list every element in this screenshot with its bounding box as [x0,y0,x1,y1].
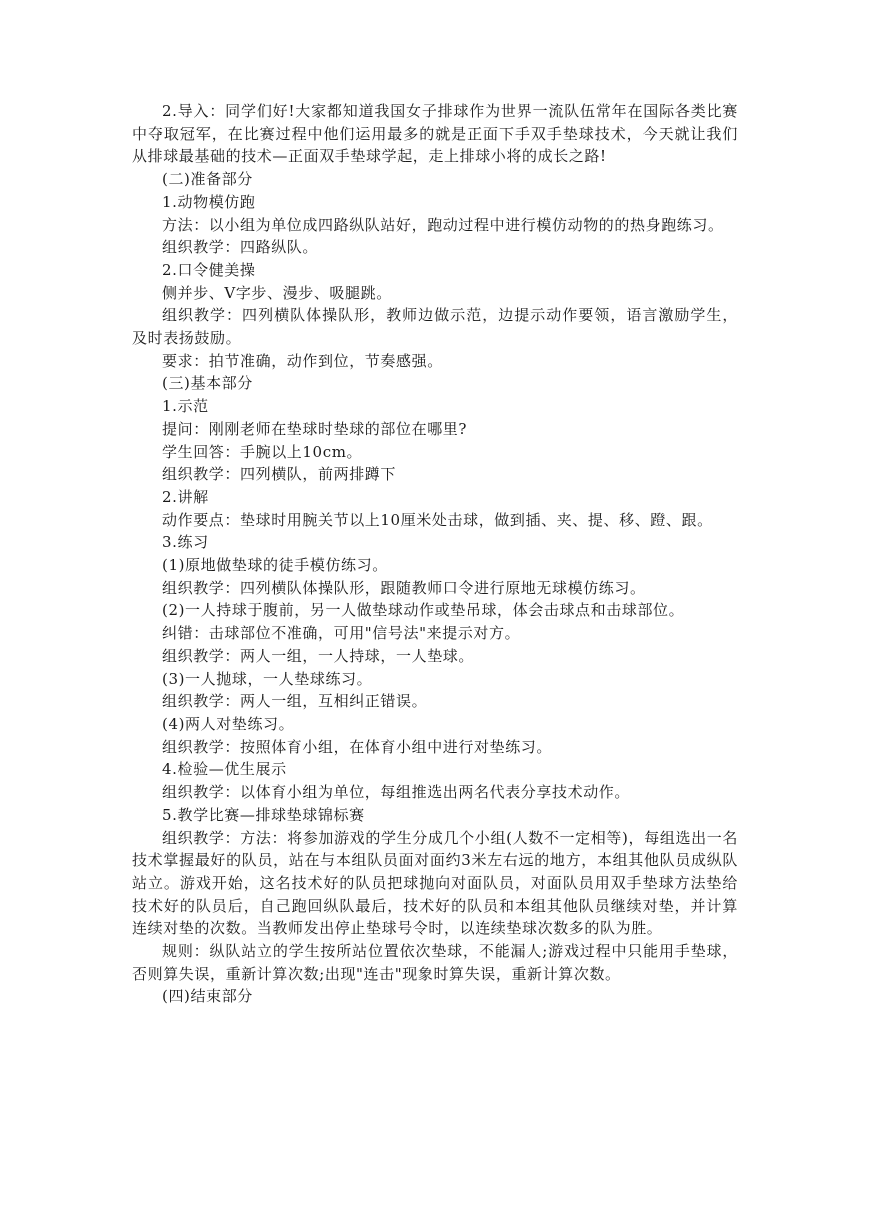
paragraph-organization: 组织教学：四列横队体操队形，跟随教师口令进行原地无球模仿练习。 [162,578,646,597]
paragraph-organization: 组织教学：四列横队，前两排蹲下 [162,465,397,484]
paragraph-organization: 组织教学：四列横队体操队形，教师边做示范，边提示动作要领，语言激励学生，及时表扬鼓励。 [132,306,738,348]
paragraph-question: 提问：刚刚老师在垫球时垫球的部位在哪里? [162,419,468,438]
paragraph-organization: 组织教学：以体育小组为单位，每组推选出两名代表分享技术动作。 [162,783,631,802]
paragraph-organization: 组织教学：两人一组，互相纠正错误。 [162,692,428,711]
paragraph-key-points: 动作要点：垫球时用腕关节以上10厘米处击球，做到插、夹、提、移、蹬、跟。 [162,510,713,529]
paragraph-method: 方法：以小组为单位成四路纵队站好，跑动过程中进行模仿动物的的热身跑练习。 [162,215,724,234]
paragraph-game-method: 组织教学：方法：将参加游戏的学生分成几个小组(人数不一定相等)，每组选出一名技术掌握最好的队员，站在与本组队员面对面约3米左右远的地方，本组其他队员成纵队站立。游戏开始，这名技术好的队员把球抛向对面队员，对面队员用双手垫球方法垫给技术好的队员后，自己跑回纵队最后，技术好的队员和本组其他队员继续对垫，并计算连续对垫的次数。当教师发出停止垫球号令时，以连续垫球次数多的队为胜。 [132,828,738,938]
paragraph-practice-4: (4)两人对垫练习。 [162,714,295,733]
paragraph-rules: 规则：纵队站立的学生按所站位置依次垫球，不能漏人;游戏过程中只能用手垫球，否则算失误，重新计算次数;出现"连击"现象时算失误，重新计算次数。 [132,942,738,983]
paragraph-organization: 组织教学：两人一组，一人持球，一人垫球。 [162,646,475,665]
paragraph-answer: 学生回答：手腕以上10cm。 [162,442,363,461]
subheading-animal-run: 1.动物模仿跑 [162,192,256,211]
section-heading-basic: (三)基本部分 [162,374,253,393]
paragraph-correction: 纠错：击球部位不准确，可用"信号法"来提示对方。 [162,624,521,643]
subheading-competition: 5.教学比赛—排球垫球锦标赛 [162,805,365,824]
document-page [132,100,738,1008]
paragraph-organization: 组织教学：按照体育小组，在体育小组中进行对垫练习。 [162,737,553,756]
subheading-practice: 3.练习 [162,533,209,552]
subheading-explanation: 2.讲解 [162,487,209,506]
section-heading-ending: (四)结束部分 [162,987,253,1006]
subheading-showcase: 4.检验—优生展示 [162,760,287,779]
paragraph-practice-3: (3)一人抛球，一人垫球练习。 [162,669,373,688]
paragraph-organization: 组织教学：四路纵队。 [162,238,319,257]
paragraph-intro: 2.导入：同学们好!大家都知道我国女子排球作为世界一流队伍常年在国际各类比赛中夺取冠军，在比赛过程中他们运用最多的就是正面下手双手垫球技术，今天就让我们从排球最基础的技术—正面双手垫球学起，走上排球小将的成长之路! [132,102,738,166]
subheading-demo: 1.示范 [162,397,209,416]
section-heading-preparation: (二)准备部分 [162,170,253,189]
paragraph-steps: 侧并步、V字步、漫步、吸腿跳。 [162,283,392,302]
subheading-aerobics: 2.口令健美操 [162,260,256,279]
paragraph-practice-2: (2)一人持球于腹前，另一人做垫球动作或垫吊球，体会击球点和击球部位。 [162,601,685,620]
paragraph-requirement: 要求：拍节准确，动作到位，节奏感强。 [162,351,443,370]
paragraph-practice-1: (1)原地做垫球的徒手模仿练习。 [162,556,388,575]
